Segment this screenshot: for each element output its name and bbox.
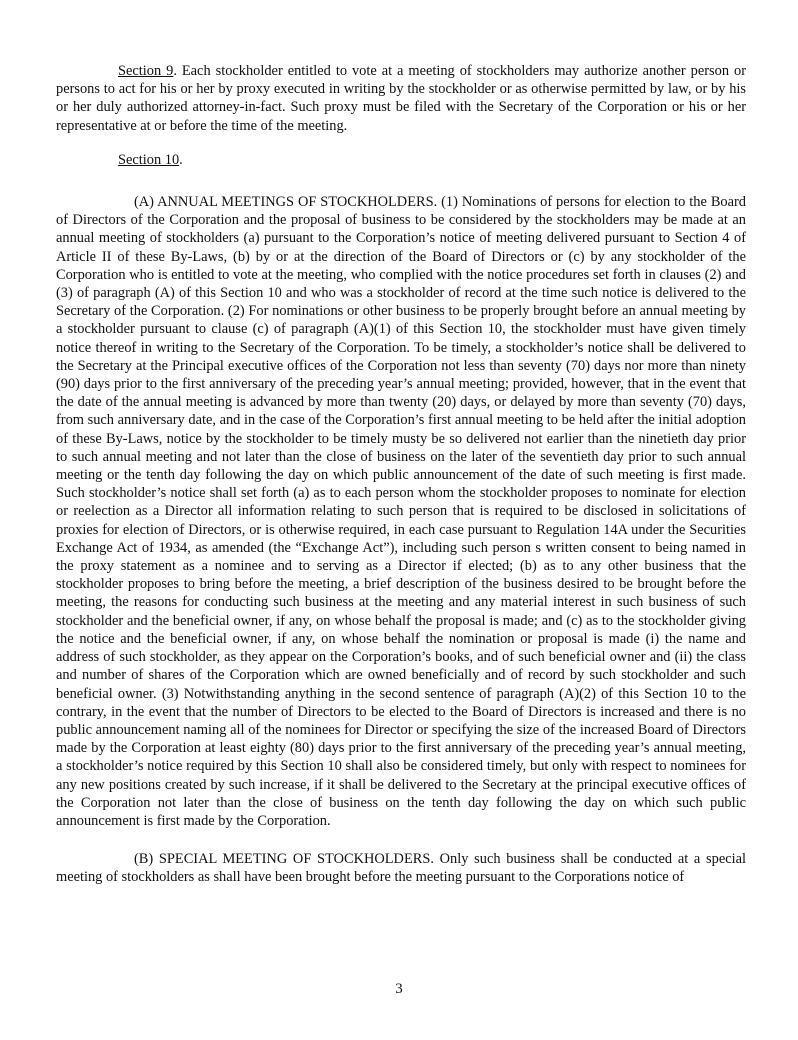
section-10-heading: Section 10 [118, 151, 180, 168]
section-9-heading: Section 9 [118, 63, 174, 79]
section-9-text: . Each stockholder entitled to vote at a meeting of stockholders may authorize another person or persons to act for his or her by proxy executed in writing by the stockholder or as otherwise permitted by law, or by his or her duly authorized attorney-in-fact. Such proxy must be filed with the Secretary of the Corporation or his or her representative at or before the time of the meeting. [56, 63, 746, 134]
annual-meetings-paragraph: (A) ANNUAL MEETINGS OF STOCKHOLDERS. (1) Nominations of persons for election to the Board of Directors of the Corporation and the proposal of business to be considered by the stockholders may be made at an annual meeting of stockholders (a) pursuant to the Corporation’s notice of meeting delivered pursuant to Section 4 of Article II of these By-Laws, (b) by or at the direction of the Board of Directors or (c) by any stockholder of the Corporation who is entitled to vote at the meeting, who complied with the notice procedures set forth in clauses (2) and (3) of paragraph (A) of this Section 10 and who was a stockholder of record at the time such notice is delivered to the Secretary of the Corporation. (2) For nominations or other business to be properly brought before an annual meeting by a stockholder pursuant to clause (c) of paragraph (A)(1) of this Section 10, the stockholder must have given timely notice thereof in writing to the Secretary of the Corporation. To be timely, a stockholder’s notice shall be delivered to the Secretary at the Principal executive offices of the Corporation not less than seventy (70) days nor more than ninety (90) days prior to the first anniversary of the preceding year’s annual meeting; provided, however, that in the event that the date of the annual meeting is advanced by more than twenty (20) days, or delayed by more than seventy (70) days, from such anniversary date, and in the case of the Corporation’s first annual meeting to be held after the initial adoption of these By-Laws, notice by the stockholder to be timely musty be so delivered not earlier than the ninetieth day prior to such annual meeting and not later than the close of business on the later of the seventieth day prior to such annual meeting or the tenth day following the day on which public announcement of the date of such meeting is first made. Such stockholder’s notice shall set forth (a) as to each person whom the stockholder proposes to nominate for election or reelection as a Director all information relating to such person that is required to be disclosed in solicitations of proxies for election of Directors, or is otherwise required, in each case pursuant to Regulation 14A under the Securities Exchange Act of 1934, as amended (the “Exchange Act”), including such person s written consent to being named in the proxy statement as a nominee and to serving as a Director if elected; (b) as to any other business that the stockholder proposes to bring before the meeting, a brief description of the business desired to be brought before the meeting, the reasons for conducting such business at the meeting and any material interest in such business of such stockholder and the beneficial owner, if any, on whose behalf the proposal is made; and (c) as to the stockholder giving the notice and the beneficial owner, if any, on whose behalf the nomination or proposal is made (i) the name and address of such stockholder, as they appear on the Corporation’s books, and of such beneficial owner and (ii) the class and number of shares of the Corporation which are owned beneficially and of record by such stockholder and such beneficial owner. (3) Notwithstanding anything in the second sentence of paragraph (A)(2) of this Section 10 to the contrary, in the event that the number of Directors to be elected to the Board of Directors is increased and there is no public announcement naming all of the nominees for Director or specifying the size of the increased Board of Directors made by the Corporation at least eighty (80) days prior to the first anniversary of the preceding year’s annual meeting, a stockholder’s notice required by this Section 10 shall also be considered timely, but only with respect to nominees for any new positions created by such increase, if it shall be delivered to the Secretary at the principal executive offices of the Corporation not later than the close of business on the tenth day following the day on which such public announcement is first made by the Corporation. [56, 194, 746, 829]
page-number: 3 [395, 981, 403, 997]
section-10-heading-suffix: . [179, 151, 183, 168]
section-9-paragraph [56, 62, 746, 135]
section-10-title [118, 151, 746, 169]
special-meeting-paragraph: (B) SPECIAL MEETING OF STOCKHOLDERS. Only such business shall be conducted at a special meeting of stockholders as shall have been brought before the meeting pursuant to the Corporations notice of [56, 851, 746, 886]
